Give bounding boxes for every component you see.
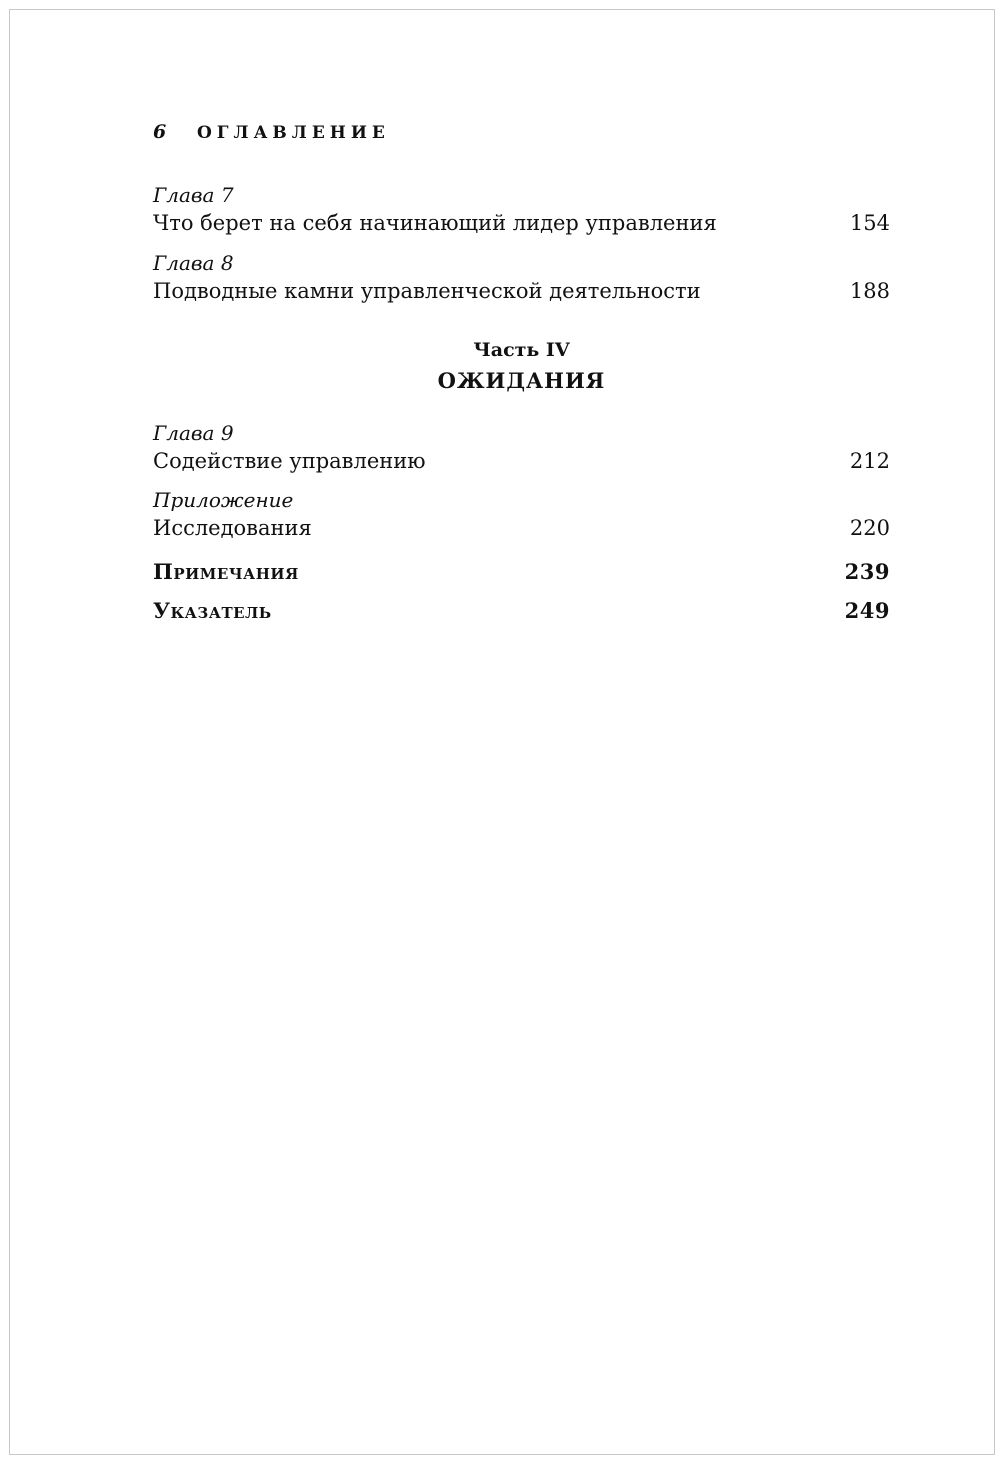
toc-entry-chapter-7[interactable] (153, 182, 890, 238)
chapter-label: Глава 7 (153, 183, 234, 207)
entry-title: Содействие управлению (153, 449, 426, 473)
entry-page: 249 (844, 598, 890, 623)
entry-page: 220 (849, 516, 890, 540)
entry-title: Что берет на себя начинающий лидер управления (153, 211, 717, 235)
part-heading (153, 336, 890, 398)
entry-page: 154 (849, 211, 890, 235)
entry-row (153, 513, 890, 543)
entry-row (153, 208, 890, 238)
entry-page: 188 (849, 279, 890, 303)
entry-row (153, 276, 890, 306)
section-title: ОГЛАВЛЕНИЕ (197, 123, 390, 143)
chapter-label: Приложение (153, 488, 294, 512)
entry-title: Подводные камни управленческой деятельности (153, 279, 701, 303)
toc-entry-notes[interactable] (153, 557, 890, 587)
part-label: Часть IV (473, 339, 570, 361)
running-head (153, 121, 390, 143)
chapter-label: Глава 9 (153, 421, 234, 445)
toc-entry-chapter-8[interactable] (153, 250, 890, 306)
entry-page: 239 (844, 559, 890, 584)
toc-entry-appendix[interactable] (153, 487, 890, 543)
entry-title: Исследования (153, 516, 312, 540)
toc-entry-index[interactable] (153, 596, 890, 626)
chapter-label: Глава 8 (153, 251, 234, 275)
entry-row (153, 596, 890, 626)
part-title: ОЖИДАНИЯ (437, 368, 606, 393)
entry-page: 212 (849, 449, 890, 473)
entry-row (153, 446, 890, 476)
entry-title: Примечания (153, 559, 299, 584)
entry-title: Указатель (153, 598, 272, 623)
toc-entry-chapter-9[interactable] (153, 420, 890, 476)
page-number: 6 (153, 121, 167, 143)
entry-row (153, 557, 890, 587)
